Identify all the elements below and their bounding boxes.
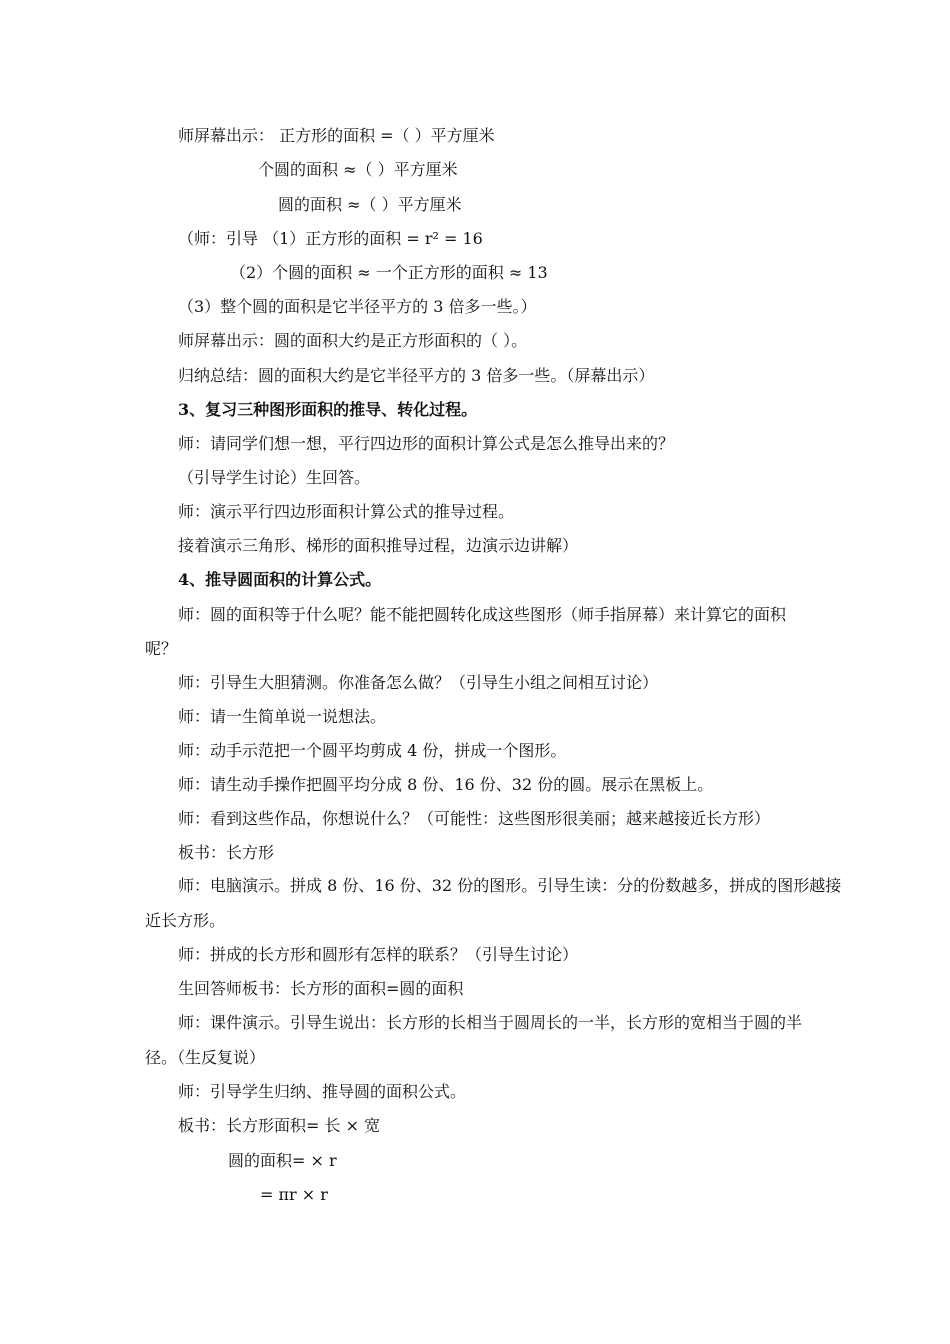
text-line: （师：引导 （1）正方形的面积 = r² = 16 [178,229,483,248]
text-line: 师：请同学们想一想，平行四边形的面积计算公式是怎么推导出来的？ [178,434,675,453]
text-line: 师：拼成的长方形和圆形有怎样的联系？（引导生讨论） [178,945,579,964]
text-line: 师：演示平行四边形面积计算公式的推导过程。 [178,502,515,521]
text-line: 近长方形。 [145,911,226,930]
text-line: 师：引导学生归纳、推导圆的面积公式。 [178,1082,467,1101]
text-line: （引导学生讨论）生回答。 [178,468,371,487]
section-heading: 4、推导圆面积的计算公式。 [178,570,382,589]
text-line: （3）整个圆的面积是它半径平方的 3 倍多一些。） [178,297,537,316]
text-line: 师屏幕出示：圆的面积大约是正方形面积的（ ）。 [178,331,528,350]
text-line: 呢？ [145,639,178,658]
text-line: 板书：长方形 [178,843,275,862]
text-line: 师屏幕出示： 正方形的面积 =（ ）平方厘米 [178,126,495,145]
text-line: 径。（生反复说） [145,1048,266,1067]
text-line: 师：请一生简单说一说想法。 [178,707,387,726]
text-line: 师：请生动手操作把圆平均分成 8 份、16 份、32 份的圆。展示在黑板上。 [178,775,714,794]
text-line: 师：引导生大胆猜测。你准备怎么做？（引导生小组之间相互讨论） [178,673,659,692]
section-heading: 3、复习三种图形面积的推导、转化过程。 [178,400,478,419]
text-line: = πr × r [260,1185,328,1204]
text-line: 圆的面积= × r [228,1151,337,1170]
text-line: 师：动手示范把一个圆平均剪成 4 份，拼成一个图形。 [178,741,567,760]
text-line: 板书：长方形面积= 长 × 宽 [178,1116,381,1135]
text-line: 接着演示三角形、梯形的面积推导过程，边演示边讲解） [178,536,579,555]
text-line: 师：电脑演示。拼成 8 份、16 份、32 份的图形。引导生读：分的份数越多，拼成的图形越接 [178,876,842,895]
text-line: 归纳总结：圆的面积大约是它半径平方的 3 倍多一些。（屏幕出示） [178,366,655,385]
text-line: 生回答师板书：长方形的面积=圆的面积 [178,979,464,998]
text-line: 师：圆的面积等于什么呢？能不能把圆转化成这些图形（师手指屏幕）来计算它的面积 [178,605,787,624]
text-line: 个圆的面积 ≈（ ）平方厘米 [258,160,458,179]
text-line: 师：课件演示。引导生说出：长方形的长相当于圆周长的一半，长方形的宽相当于圆的半 [178,1013,803,1032]
text-line: 圆的面积 ≈（ ）平方厘米 [278,195,462,214]
text-line: （2）个圆的面积 ≈ 一个正方形的面积 ≈ 13 [230,263,548,282]
text-line: 师：看到这些作品，你想说什么？（可能性：这些图形很美丽；越来越接近长方形） [178,809,771,828]
